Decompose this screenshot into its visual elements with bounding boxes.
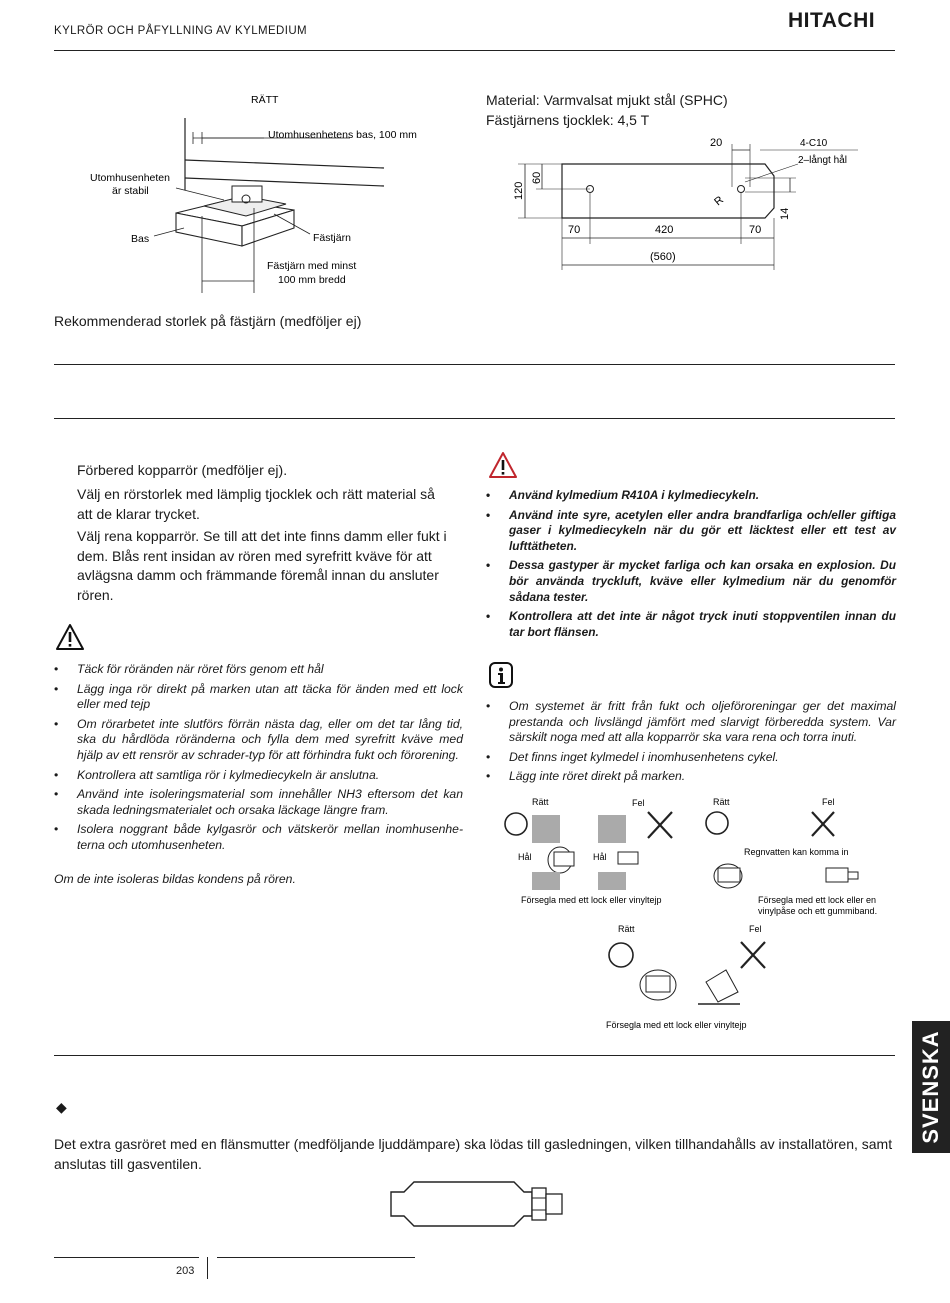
- bracket-thickness: Fästjärnens tjocklek: 4,5 T: [486, 112, 650, 128]
- section-rule-1: [54, 364, 895, 365]
- info-icon: [488, 661, 514, 689]
- fig1-bas-label: Bas: [131, 233, 150, 245]
- bracket-dim-70a: 70: [568, 224, 581, 236]
- section-rule-2: [54, 418, 895, 419]
- footer-separator: [207, 1257, 208, 1279]
- bracket-dim-14: 14: [779, 207, 791, 220]
- bracket-dim-4c10: 4-C10: [800, 138, 828, 149]
- bracket-dim-r: R: [712, 193, 727, 209]
- pipe-hal-1: Hål: [518, 852, 532, 862]
- language-side-tab-label: SVENSKA: [918, 1030, 943, 1144]
- bracket-dimension-drawing: [500, 132, 870, 272]
- brand-logo: HITACHI: [788, 9, 876, 32]
- caution-list: [54, 662, 463, 858]
- bracket-dim-20: 20: [710, 137, 723, 149]
- bracket-dim-60: 60: [531, 171, 543, 184]
- muffler-paragraph: Det extra gasröret med en flänsmutter (medföljande ljuddämpare) ska lödas till gasledningen, vilken tillhandahålls av installatören, samt anslutas till gasventilen.: [54, 1136, 893, 1172]
- info-list-item: • Om systemet är fritt från fukt och oljeföroreningar ger det maximal prestanda och livslängd jämfört med slarvigt förberedda system. Var särskilt noga med att alla kopparrör ska vara rena och torra inuti.: [486, 699, 896, 746]
- pipe-fel-1: Fel: [632, 798, 645, 808]
- pipe-seal-3: Försegla med ett lock eller vinyltejp: [606, 1020, 747, 1030]
- prep-paragraph-1: Förbered kopparrör (medföljer ej).: [77, 462, 288, 478]
- caution-icon: [55, 623, 85, 651]
- info-list: [486, 699, 896, 789]
- fig1-min-width-1: Fästjärn med minst: [267, 260, 357, 272]
- fig1-fastjarn-label: Fästjärn: [313, 232, 351, 244]
- pipe-hal-2: Hål: [593, 852, 607, 862]
- caution-list-item: • Isolera noggrant både kylgasrör och vätskerör mellan inomhusenhe-terna och utomhusenheten.: [54, 822, 463, 853]
- section-rule-3: [54, 1055, 895, 1056]
- pipe-ratt-1: Rätt: [532, 797, 549, 807]
- warning-list-item: • Använd kylmedium R410A i kylmediecykeln.: [486, 488, 896, 504]
- info-list-item: • Lägg inte röret direkt på marken.: [486, 769, 896, 785]
- caution-list-item: • Om rörarbetet inte slutförs förrän nästa dag, eller om det tar lång tid, ska du hårdlöda röränderna och fylla dem med syrefritt kväve med hjälp av ett rensrör av schrader-typ för att förhindra fukt och förorening.: [54, 717, 463, 764]
- language-side-tab: [912, 1021, 950, 1153]
- footer-rule-right: [217, 1257, 415, 1258]
- diamond-bullet: ◆: [56, 1099, 67, 1115]
- warning-list-item: • Dessa gastyper är mycket farliga och kan orsaka en explosion. Du bör använda tryckluft, kväve eller kylmedium när du genomför sådana tester.: [486, 558, 896, 605]
- fig1-unit-stable-1: Utomhusenheten: [90, 172, 170, 184]
- pipe-rain: Regnvatten kan komma in: [744, 847, 849, 857]
- base-installation-figure: [54, 88, 454, 303]
- pipe-fel-2: Fel: [822, 797, 835, 807]
- prep-paragraph-3: Välj rena kopparrör. Se till att det inte finns damm eller fukt i dem. Blås rent insidan av rören med syrefritt kväve för att avlägsna damm och främmande föremål innan du ansluter rören.: [77, 528, 447, 603]
- prep-paragraph-2: Välj en rörstorlek med lämplig tjocklek och rätt material så att de klarar trycket.: [77, 486, 435, 522]
- fig1-ratt-label: RÄTT: [251, 94, 279, 106]
- bracket-dim-70b: 70: [749, 224, 762, 236]
- footer-rule-left: [54, 1257, 199, 1258]
- warning-list-item: • Kontrollera att det inte är något tryck inuti stoppventilen innan du tar bort flänsen.: [486, 609, 896, 640]
- fig1-caption: Rekommenderad storlek på fästjärn (medföljer ej): [54, 313, 362, 329]
- fig1-min-width-2: 100 mm bredd: [278, 274, 346, 286]
- fig1-unit-stable-2: är stabil: [112, 185, 149, 197]
- running-header: KYLRÖR OCH PÅFYLLNING AV KYLMEDIUM: [54, 25, 308, 37]
- warning-list: [486, 488, 896, 644]
- bracket-dim-120: 120: [513, 181, 525, 200]
- caution-list-item: • Använd inte isoleringsmaterial som innehåller NH3 eftersom det kan skada ledningsmaterialet och orsaka läckage längre fram.: [54, 787, 463, 818]
- pipe-seal-2-2: vinylpåse och ett gummiband.: [758, 906, 878, 916]
- pipe-ratt-3: Rätt: [618, 924, 635, 934]
- caution-list-item: • Lägg inga rör direkt på marken utan att täcka för änden med ett lock eller med tejp: [54, 682, 463, 713]
- info-list-item: • Det finns inget kylmedel i inomhusenhetens cykel.: [486, 750, 896, 766]
- bracket-dim-hole: 2–långt hål: [798, 155, 847, 166]
- muffler-illustration: [386, 1176, 576, 1232]
- pipe-seal-1: Försegla med ett lock eller vinyltejp: [521, 895, 662, 905]
- caution-footer: Om de inte isoleras bildas kondens på rören.: [54, 872, 296, 886]
- caution-list-item: • Täck för röränden när röret förs genom ett hål: [54, 662, 463, 678]
- warning-list-item: • Använd inte syre, acetylen eller andra brandfarliga och/eller giftiga gaser i kylmediecykeln när du gör ett läcktest eller ett test av lufttätheten.: [486, 508, 896, 555]
- bracket-dim-420: 420: [655, 224, 674, 236]
- bracket-dim-560: (560): [650, 251, 676, 263]
- pipe-ratt-2: Rätt: [713, 797, 730, 807]
- fig1-base-label: Utomhusenhetens bas, 100 mm: [268, 129, 417, 141]
- caution-list-item: • Kontrollera att samtliga rör i kylmediecykeln är anslutna.: [54, 768, 463, 784]
- pipe-seal-2-1: Försegla med ett lock eller en: [758, 895, 877, 905]
- warning-icon: [488, 451, 518, 479]
- bracket-material: Material: Varmvalsat mjukt stål (SPHC): [486, 92, 728, 108]
- pipe-fel-3: Fel: [749, 924, 762, 934]
- pipe-handling-figure: [496, 792, 896, 1037]
- header-rule: [54, 50, 895, 51]
- page-number: 203: [176, 1265, 195, 1277]
